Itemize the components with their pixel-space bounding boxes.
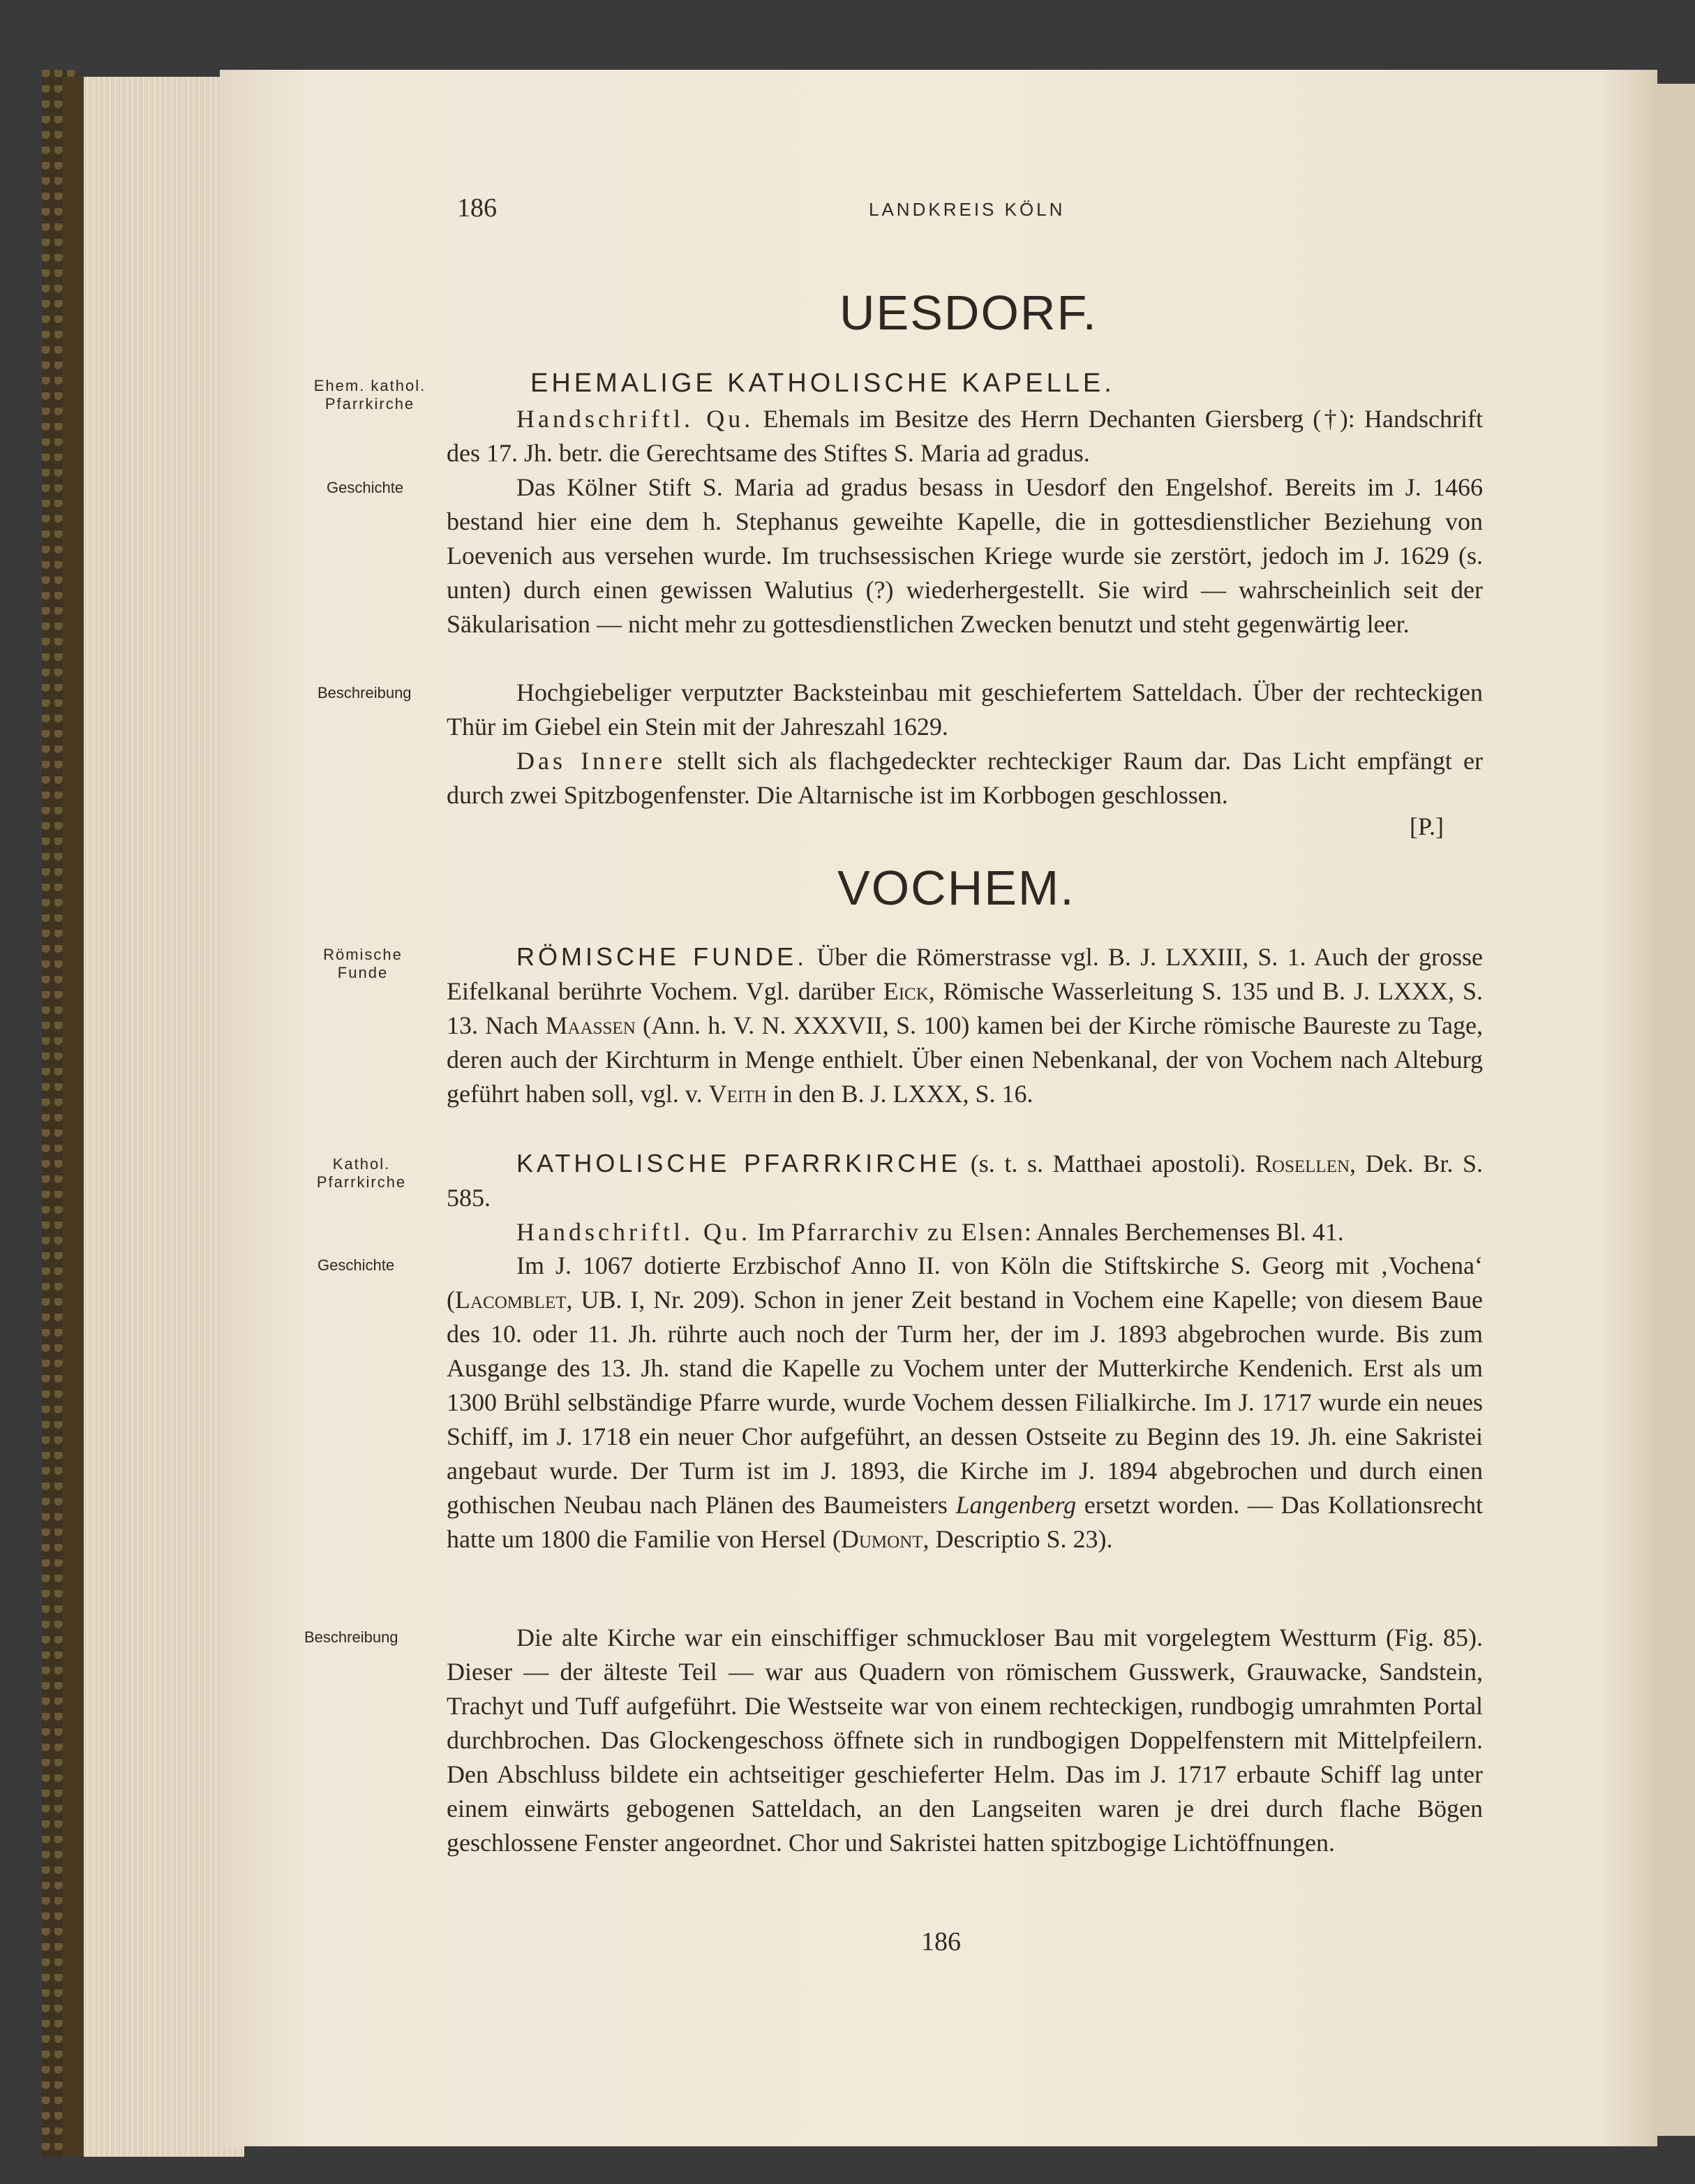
innere-label: Das Innere [516,747,666,775]
innere-text: stellt sich als flachgedeckter rechteckiger Raum dar. Das Licht empfängt er durch zwei Spitzbogenfenster. Die Altarnische ist im Korbbogen geschlossen. [447,747,1483,809]
gesch-text-a: Im J. 1067 dotierte Erzbischof Anno II. von Köln die Stiftskirche S. Georg mit ‚Vochena‘ ( [447,1251,1483,1314]
vochem-funde [447,939,1483,1111]
vochem-beschreibung-text: Die alte Kirche war ein einschiffiger schmuckloser Bau mit vorgelegtem Westturm (Fig. 85). Dieser — der älteste Teil — war aus Quadern von römischem Gusswerk, Grauwacke, Sandstein, Trachyt und Tuff aufgeführt. Die Westseite war von einem rechteckigen, rundbogig umrahmten Portal durchbrochen. Das Glockengeschoss öffnete sich in rundbogigen Doppelfenstern mit Mittelpfeilern. Den Abschluss bildete ein achtseitiger geschieferter Helm. Das im J. 1717 erbaute Schiff lag unter einem einwärts gebogenen Satteldach, an den Langseiten waren je drei durch flache Bögen geschlossene Fenster angeordnet. Chor und Sakristei hatten spitzbogige Lichtöffnungen. [447,1624,1483,1857]
vochem-kirche [447,1146,1483,1249]
gesch-text-b: , UB. I, Nr. 209). Schon in jener Zeit bestand in Vochem eine Kapelle; von diesem Baue des 10. oder 11. Jh. rührte auch noch der Turm her, der im J. 1893 abgebrochen wurde. Bis zum Ausgange des 13. Jh. stand die Kapelle zu Vochem unter der Mutterkirche Kendenich. Erst als um 1300 Brühl selbständige Pfarre wurde, wurde Vochem dessen Filialkirche. Im J. 1717 wurde ein neues Schiff, im J. 1718 ein neuer Chor aufgeführt, an dessen Ostseite zu Beginn des 19. Jh. eine Sakristei angebaut wurde. Der Turm ist im J. 1893, die Kirche im J. 1894 abgebrochen und durch einen gothischen Neubau nach Plänen des Baumeisters [447,1286,1483,1519]
author-eick: Eick [883,977,929,1005]
header-page-number: 186 [457,193,497,223]
kirche-text-a: (s. t. s. Matthaei apostoli). [961,1150,1255,1178]
margin-note-vochem-geschichte: Geschichte [318,1256,395,1274]
vochem-qu-label: Handschriftl. Qu. [516,1218,751,1246]
uesdorf-qu-paragraph [447,402,1483,470]
gesch-text-c: ersetzt worden. — Das Kollationsrecht hatte um 1800 die Familie von Hersel ( [447,1491,1483,1553]
section-roemische-funde: RÖMISCHE FUNDE. [516,942,808,971]
author-dumont: Dumont [840,1525,923,1553]
author-rosellen: Rosellen [1255,1150,1350,1178]
running-title: LANDKREIS KÖLN [869,199,1066,220]
author-lacomblet: Lacomblet [455,1286,567,1314]
gesch-text-d: , Descriptio S. 23). [923,1525,1113,1553]
funde-text-b: , Römische Wasserleitung S. 135 und B. J. LXXX, S. 13. Nach [447,977,1483,1039]
margin-note-ehem-pfarrkirche: Ehem. kathol. Pfarrkirche [313,377,426,413]
heading-vochem: VOCHEM. [837,861,1075,915]
vochem-qu-a: Im [750,1218,791,1246]
uesdorf-geschichte [447,470,1483,641]
funde-text-c: (Ann. h. V. N. XXXVII, S. 100) kamen bei der Kirche römische Baureste zu Tage, deren auch der Kirchturm in Menge enthielt. Über einen Nebenkanal, der von Vochem nach Alteburg geführt haben soll, vgl. v. [447,1011,1483,1108]
uesdorf-beschreibung-text: Hochgiebeliger verputzter Backsteinbau mit geschiefertem Satteldach. Über der rechteckigen Thür im Giebel ein Stein mit der Jahreszahl 1629. [447,678,1483,741]
author-maassen: Maassen [545,1011,636,1039]
vochem-beschreibung [447,1621,1483,1860]
architect-langenberg: Langenberg [955,1491,1077,1519]
margin-note-kathol-pfarrkirche: Kathol. Pfarrkirche [316,1155,407,1191]
section-katholische-pfarrkirche: KATHOLISCHE PFARRKIRCHE [516,1149,962,1178]
qu-text: Ehemals im Besitze des Herrn Dechanten Giersberg (†): Handschrift des 17. Jh. betr. die Gerechtsame des Stiftes S. Maria ad gradus. [447,405,1483,467]
margin-note-beschreibung: Beschreibung [318,684,412,701]
kirche-text-b: , Dek. Br. S. 585. [447,1150,1483,1212]
vochem-geschichte [447,1249,1483,1557]
uesdorf-beschreibung [447,676,1483,812]
margin-note-geschichte: Geschichte [327,479,404,496]
author-veith: Veith [708,1080,767,1108]
funde-text-d: in den B. J. LXXX, S. 16. [766,1080,1033,1108]
right-page-edge [1657,84,1695,2136]
footer-page-number: 186 [921,1927,961,1956]
section-ehemalige-kapelle: EHEMALIGE KATHOLISCHE KAPELLE. [530,369,1115,398]
vochem-qu-b: : Annales Berchemenses Bl. 41. [1024,1218,1344,1246]
qu-label: Handschriftl. Qu. [516,405,754,433]
vochem-qu-archiv: Pfarrarchiv zu Elsen [791,1218,1024,1246]
author-sign: [P.] [1410,812,1444,840]
page-stack-edge [63,77,244,2157]
margin-note-vochem-beschreibung: Beschreibung [304,1628,398,1646]
margin-note-roemische-funde: Römische Funde [323,946,403,981]
funde-text-a: Über die Römerstrasse vgl. B. J. LXXIII, S. 1. Auch der grosse Eifelkanal berührte Vochem. Vgl. darüber [447,943,1484,1005]
uesdorf-geschichte-text: Das Kölner Stift S. Maria ad gradus besass in Uesdorf den Engelshof. Bereits im J. 1466 bestand hier eine dem h. Stephanus geweihte Kapelle, die in gottesdienstlicher Beziehung von Loevenich aus versehen wurde. Im truchsessischen Kriege wurde sie zerstört, jedoch im J. 1629 (s. unten) durch einen gewissen Walutius (?) wiederhergestellt. Sie wird — wahrscheinlich seit der Säkularisation — nicht mehr zu gottesdienstlichen Zwecken benutzt und steht gegenwärtig leer. [447,473,1483,638]
heading-uesdorf: UESDORF. [839,285,1098,340]
